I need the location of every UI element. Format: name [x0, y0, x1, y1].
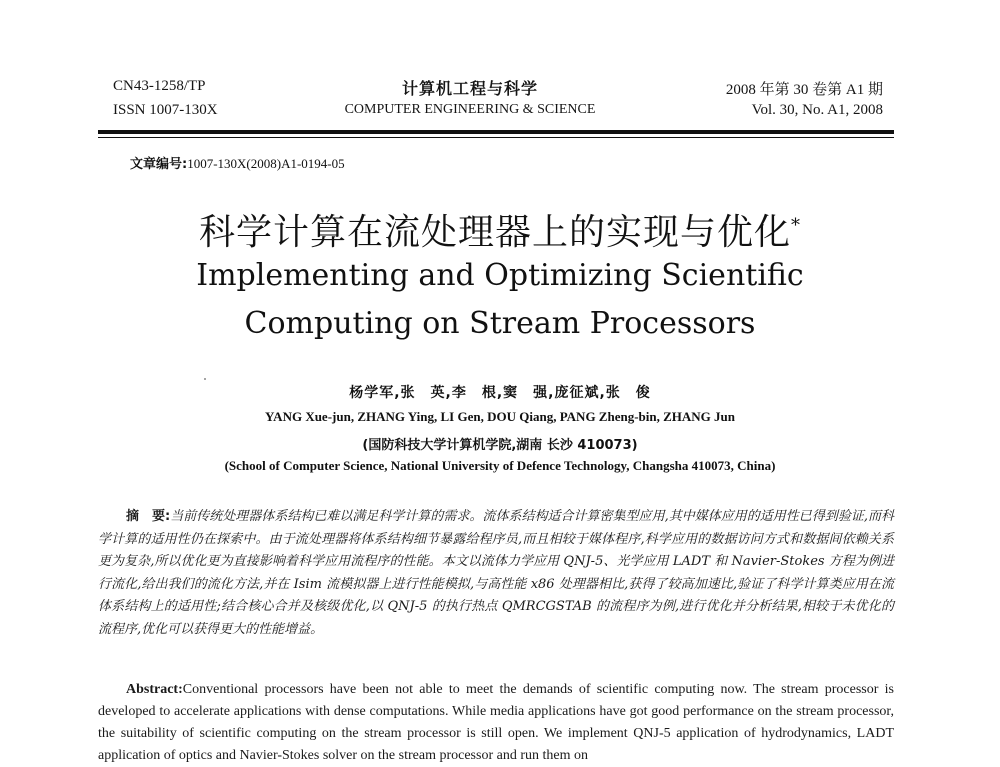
issue-cn: 2008 年第 30 卷第 A1 期	[725, 82, 883, 98]
header-rule-thick	[98, 130, 894, 134]
article-number	[130, 153, 345, 172]
abstract-en	[98, 679, 894, 767]
article-number-label: 文章编号:	[130, 157, 188, 172]
affiliation-cn: (国防科技大学计算机学院,湖南 长沙 410073)	[362, 438, 638, 453]
title-en-line1: Implementing and Optimizing Scientific	[196, 258, 804, 293]
journal-title-en: COMPUTER ENGINEERING & SCIENCE	[344, 102, 596, 117]
authors-en: YANG Xue-jun, ZHANG Ying, LI Gen, DOU Qiang, PANG Zheng-bin, ZHANG Jun	[264, 409, 735, 424]
abstract-en-label: Abstract:	[126, 682, 183, 697]
journal-cn-number: CN43-1258/TP	[113, 78, 206, 94]
abstract-en-text: Conventional processors have been not able to meet the demands of scientific computing now. The stream processor is developed to accelerate applications with dense computations. While media applications have got good performance on the stream processor, the suitability of scientific computing on the stream processor is still open. We implement QNJ-5 application of hydrodynamics, LADT application of optics and Navier-Stokes solver on the stream processor and run them on	[98, 682, 894, 763]
journal-title-cn: 计算机工程与科学	[401, 79, 538, 98]
abstract-cn-text: 当前传统处理器体系结构已难以满足科学计算的需求。流体系结构适合计算密集型应用,其中媒体应用的适用性已得到验证,而科学计算的适用性仍在探索中。由于流处理器将体系结构细节暴露给程序员,而且相较于媒体程序,科学应用的数据访问方式和数据间依赖关系更为复杂,所以优化更为直接影响着科学应用流程序的性能。本文以流体力学应用 QNJ-5、光学应用 LADT 和 Navier-Stokes 方程为例进行流化,给出我们的流化方法,并在 Isim 流模拟器上进行性能模拟,与高性能 x86 处理器相比,获得了较高加速比,验证了科学计算类应用在流体系结构上的适用性;结合核心合并及核级优化,以 QNJ-5 的执行热点 QMRCGSTAB 的流程序为例,进行优化并分析结果,相较于未优化的流程序,优化可以获得更大的性能增益。	[98, 509, 895, 637]
title-cn	[0, 204, 1000, 255]
journal-issn: ISSN 1007-130X	[113, 102, 218, 118]
authors-cn: 杨学军,张 英,李 根,窦 强,庞征斌,张 俊	[349, 385, 651, 401]
title-cn-text: 科学计算在流处理器上的实现与优化	[198, 212, 791, 253]
stray-dot	[204, 378, 206, 380]
article-number-value: 1007-130X(2008)A1-0194-05	[187, 156, 345, 171]
abstract-cn-label: 摘 要:	[126, 509, 171, 524]
issue-en: Vol. 30, No. A1, 2008	[751, 102, 883, 118]
affiliation-en: (School of Computer Science, National University of Defence Technology, Changsha 410073, China)	[224, 458, 776, 473]
abstract-cn	[98, 506, 894, 641]
header-rule-thin	[98, 137, 894, 138]
title-footnote-mark: *	[791, 215, 801, 236]
title-en-line2: Computing on Stream Processors	[244, 306, 756, 341]
